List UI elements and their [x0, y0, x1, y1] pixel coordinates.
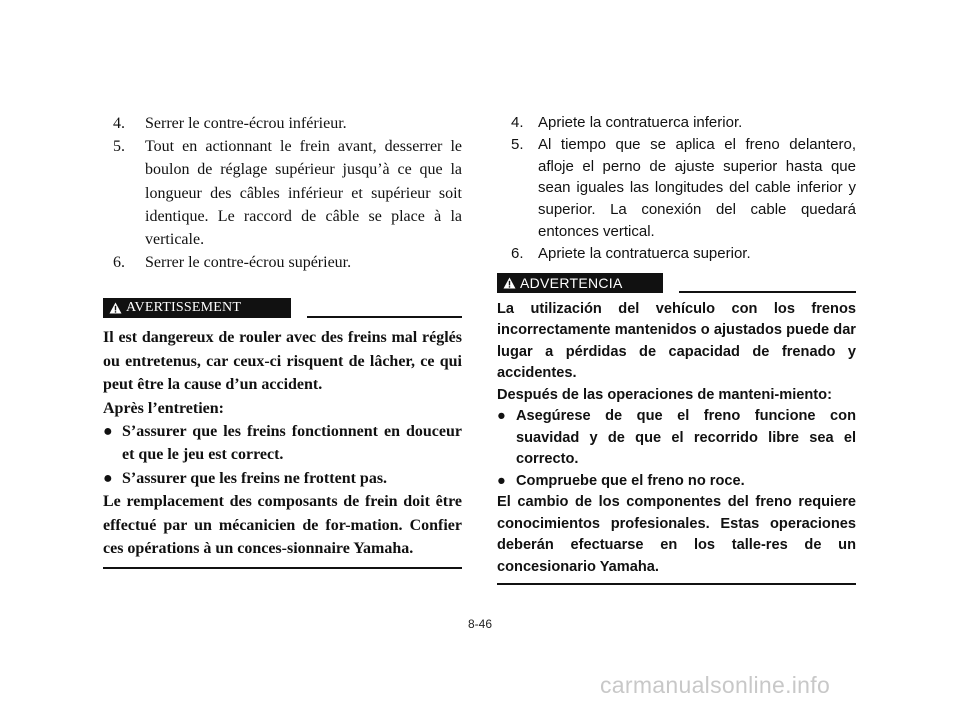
bullet-text: Asegúrese de que el freno funcione con suavidad y de que el recorrido libre sea el correcto. — [516, 408, 856, 468]
step-number: 4. — [511, 114, 524, 131]
step-text: Tout en actionnant le frein avant, desserrer le boulon de réglage supérieur jusqu’à ce que la longueur des câbles inférieur et supérieur soit identique. Le raccord de câble se place à la verticale. — [145, 138, 462, 249]
step-text: Serrer le contre-écrou inférieur. — [145, 115, 347, 132]
step-number: 5. — [511, 135, 524, 153]
step-text: Al tiempo que se aplica el freno delantero, afloje el perno de ajuste superior hasta que sean iguales las longitudes del cable inferior y superior. La conexión del cable quedará entonces vertical. — [538, 135, 856, 240]
warning-label: AVERTISSEMENT — [126, 300, 242, 316]
bullet-item — [497, 406, 856, 471]
step-text: Apriete la contratuerca superior. — [538, 244, 751, 262]
step-4 — [497, 112, 856, 134]
step-text: Serrer le contre-écrou supérieur. — [145, 254, 352, 272]
warning-intro: Il est dangereux de rouler avec des freins mal réglés ou entretenus, car ceux-ci risquent de lâcher, ce qui peut être la cause d’un accident. — [103, 329, 462, 394]
warning-body — [103, 326, 462, 560]
bullet-item — [103, 420, 462, 467]
bullet-item — [497, 471, 856, 493]
step-number: 5. — [113, 138, 125, 156]
bullet-icon: ● — [497, 408, 506, 425]
bullet-icon: ● — [497, 472, 506, 489]
bullet-text: Compruebe que el freno no roce. — [516, 472, 745, 489]
step-4 — [103, 112, 462, 135]
watermark: carmanualsonline.info — [600, 672, 831, 698]
step-5 — [497, 134, 856, 243]
spanish-column — [497, 112, 856, 585]
header-rule — [679, 291, 856, 293]
warning-header — [103, 296, 462, 318]
warning-badge — [497, 273, 663, 293]
page-number-text: 8-46 — [467, 617, 493, 631]
end-rule — [497, 583, 856, 585]
warning-triangle-icon — [109, 302, 122, 314]
end-rule — [103, 567, 462, 569]
bullet-item — [103, 467, 462, 490]
step-number: 4. — [113, 115, 125, 132]
warning-badge — [103, 298, 291, 318]
bullet-text: S’assurer que les freins fonctionnent en douceur et que le jeu est correct. — [122, 423, 462, 464]
step-6 — [103, 251, 462, 274]
bullet-icon: ● — [103, 469, 113, 487]
warning-triangle-icon — [503, 277, 516, 289]
french-column — [103, 112, 462, 569]
after-service-label: Après l’entretien: — [103, 399, 224, 417]
bullet-text: S’assurer que les freins ne frottent pas. — [122, 469, 388, 487]
warning-body — [497, 299, 856, 579]
step-text: Apriete la contratuerca inferior. — [538, 114, 743, 131]
warning-header — [497, 271, 856, 293]
after-service-label: Después de las operaciones de manteni-miento: — [497, 386, 832, 403]
bullet-icon: ● — [103, 423, 113, 441]
step-6 — [497, 243, 856, 265]
header-rule — [307, 316, 462, 318]
page-number — [0, 617, 960, 631]
step-5 — [103, 135, 462, 251]
warning-intro: La utilización del vehículo con los frenos incorrectamente mantenidos o ajustados puede dar lugar a pérdidas de capacidad de frenado y accidentes. — [497, 300, 856, 382]
closing-note: Le remplacement des composants de frein doit être effectué par un mécanicien de for-mation. Confier ces opérations à un conces-sionnaire Yamaha. — [103, 493, 462, 558]
warning-label: ADVERTENCIA — [520, 274, 623, 291]
step-number: 6. — [113, 254, 125, 272]
closing-note: El cambio de los componentes del freno requiere conocimientos profesionales. Estas operaciones deberán efectuarse en los talle-res de un concesionario Yamaha. — [497, 494, 856, 575]
step-number: 6. — [511, 244, 524, 262]
